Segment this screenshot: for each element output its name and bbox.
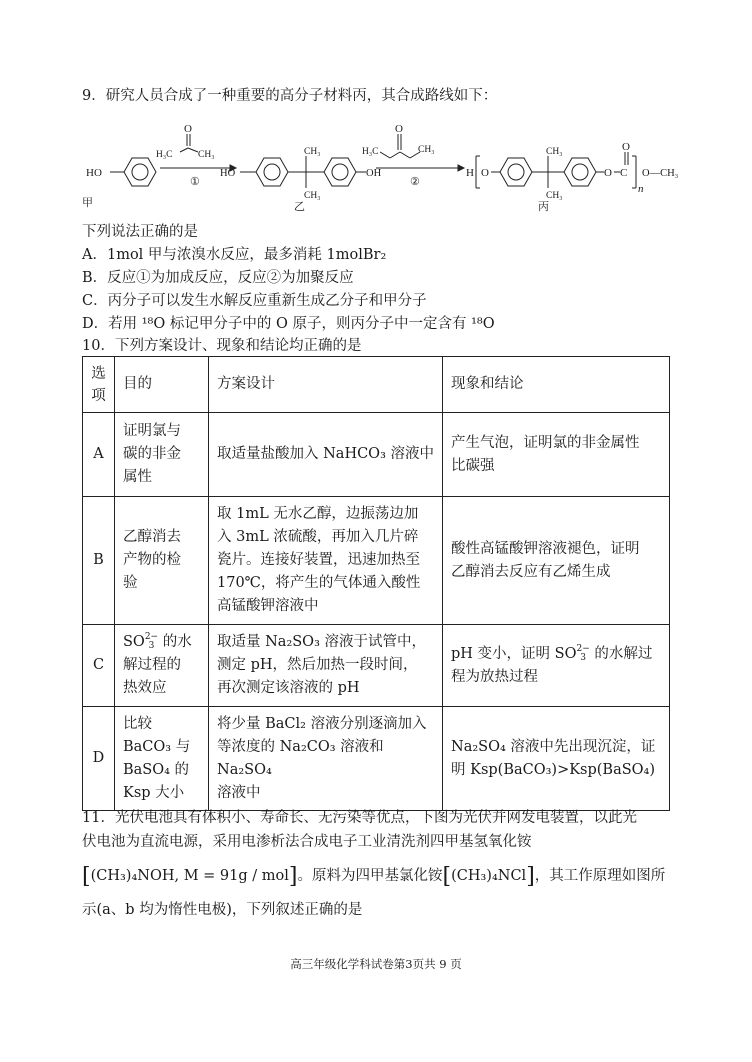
- cell-line: 碳的非金: [123, 446, 181, 462]
- row-b-purpose: [115, 497, 209, 625]
- bing-ch3-bottom: CH₃: [546, 191, 563, 201]
- reagent1-ch3: CH₃: [198, 150, 215, 160]
- step1-label: ①: [190, 176, 200, 188]
- page-footer: 高三年级化学科试卷第3页共 9 页: [290, 957, 462, 971]
- bing-carbonyl-c: C: [620, 167, 628, 179]
- row-c-option: C: [83, 625, 115, 707]
- cell-line: 乙醇消去: [123, 529, 181, 545]
- cell-line: 比较: [123, 715, 152, 732]
- reagent1-o: O: [184, 123, 192, 135]
- cell-line: 等浓度的 Na₂CO₃ 溶液和 Na₂SO₄: [217, 738, 384, 778]
- q9-option-d: D．若用 ¹⁸O 标记甲分子中的 O 原子，则丙分子中一定含有 ¹⁸O: [82, 316, 495, 332]
- q9-option-a: A．1mol 甲与浓溴水反应，最多消耗 1molBr₂: [82, 247, 387, 263]
- q11-tail-text: ，其工作原理如图所: [534, 868, 666, 884]
- yi-ch3-top: CH₃: [304, 147, 321, 157]
- cell-line: 验: [123, 575, 138, 591]
- yi-ch3-bottom: CH₃: [304, 191, 321, 201]
- q9-synthesis-scheme: [80, 112, 680, 212]
- cell-line: 解过程的: [123, 657, 181, 673]
- cell-line: 热效应: [123, 680, 167, 696]
- q10-stem: 10．下列方案设计、现象和结论均正确的是: [82, 338, 362, 354]
- row-b-design: [209, 497, 443, 625]
- reagent1-h3c: H₃C: [156, 150, 173, 160]
- cell-line: Ksp 大小: [123, 784, 185, 801]
- q9-prompt: 下列说法正确的是: [82, 224, 198, 240]
- cell-line: 瓷片。连接好装置，迅速加热至: [217, 552, 420, 568]
- row-b-option: B: [83, 497, 115, 625]
- cell-line: Na₂SO₄ 溶液中先出现沉淀，证: [451, 738, 656, 755]
- table-row: [83, 497, 670, 625]
- formula-tmah: (CH₃)₄NOH, M = 91g / mol: [90, 868, 289, 884]
- bing-h: H: [466, 167, 474, 179]
- q9-option-b: B．反应①为加成反应，反应②为加聚反应: [82, 270, 354, 286]
- cell-line: 产物的检: [123, 552, 181, 568]
- bing-o-right: O: [604, 167, 612, 179]
- cell-line: 取适量 Na₂SO₃ 溶液于试管中，: [217, 634, 426, 650]
- label-yi: 乙: [294, 201, 305, 212]
- cell-line: 程为放热过程: [451, 668, 538, 685]
- cell-line: 再次测定该溶液的 pH: [217, 680, 360, 696]
- row-c-purpose: [115, 625, 209, 707]
- cell-line: 比碳强: [451, 457, 495, 474]
- cell-line: 取适量盐酸加入 NaHCO₃ 溶液中: [217, 446, 434, 462]
- row-d-design: [209, 707, 443, 811]
- cell-line: 属性: [123, 469, 152, 485]
- row-a-purpose: [115, 413, 209, 497]
- cell-line: 入 3mL 浓硫酸，再加入几片碎: [217, 529, 419, 545]
- label-bing: 丙: [538, 201, 549, 212]
- row-c-result: [443, 625, 670, 707]
- jia-ho: HO: [86, 167, 102, 179]
- label-jia: 甲: [82, 197, 93, 209]
- cell-line: 溶液中: [217, 784, 261, 801]
- cell-line: 乙醇消去反应有乙烯生成: [451, 563, 611, 580]
- ion-charge: 2− 3: [144, 632, 159, 651]
- sulfite-ion: SO: [123, 634, 145, 650]
- cell-line: 酸性高锰酸钾溶液褪色，证明: [451, 540, 640, 557]
- table-header-row: [83, 357, 670, 413]
- bing-n: n: [638, 183, 644, 195]
- q11-line-3: [(CH₃)₄NOH, M = 91g / mol]。原料为四甲基氯化铵[(CH₃)₄NCl]，其工作原理如图所: [82, 864, 666, 889]
- row-d-purpose: [115, 707, 209, 811]
- header-option: 选 项: [83, 357, 115, 413]
- reagent2-ch3: CH₃: [418, 145, 435, 155]
- row-a-result: [443, 413, 670, 497]
- row-d-option: D: [83, 707, 115, 811]
- cell-line: pH 变小，证明 SO 2− 3 的水解过: [451, 643, 653, 663]
- table-row: [83, 413, 670, 497]
- yi-oh: OH: [366, 168, 382, 179]
- cell-line: 取 1mL 无水乙醇，边振荡边加: [217, 506, 419, 522]
- reagent2-h3c: H₃C: [362, 147, 379, 157]
- q11-line-4: 示(a、b 均为惰性电极)，下列叙述正确的是: [82, 902, 363, 918]
- bing-och3: O—CH₃: [642, 168, 679, 179]
- bing-o-left: O: [481, 167, 489, 179]
- row-b-result: [443, 497, 670, 625]
- row-d-result: [443, 707, 670, 811]
- cell-line: 测定 pH，然后加热一段时间，: [217, 657, 418, 673]
- cell-line: 产生气泡，证明氯的非金属性: [451, 434, 640, 451]
- q11-line-2: 伏电池为直流电源，采用电渗析法合成电子工业清洗剂四甲基氢氧化铵: [82, 834, 532, 850]
- formula-tmac: (CH₃)₄NCl: [451, 868, 527, 884]
- cell-line: BaSO₄ 的: [123, 761, 190, 778]
- header-result: 现象和结论: [443, 357, 670, 413]
- yi-ho: HO: [220, 168, 236, 179]
- row-c-design: [209, 625, 443, 707]
- q10-table: [82, 356, 670, 811]
- q9-stem: 9．研究人员合成了一种重要的高分子材料丙，其合成路线如下：: [82, 88, 498, 104]
- cell-line: 高锰酸钾溶液中: [217, 598, 319, 614]
- cell-line: 将少量 BaCl₂ 溶液分别逐滴加入: [217, 715, 427, 732]
- cell-line: 证明氯与: [123, 423, 181, 439]
- row-a-design: [209, 413, 443, 497]
- bing-ch3-top: CH₃: [546, 147, 563, 157]
- bing-carbonyl-o: O: [622, 141, 630, 153]
- step2-label: ②: [410, 176, 420, 188]
- cell-line: SO 2− 3 的水: [123, 632, 192, 651]
- table-row: [83, 625, 670, 707]
- reagent2-o: O: [395, 123, 403, 135]
- header-design: 方案设计: [209, 357, 443, 413]
- q9-option-c: C．丙分子可以发生水解反应重新生成乙分子和甲分子: [82, 293, 427, 309]
- row-a-option: A: [83, 413, 115, 497]
- header-purpose: 目的: [115, 357, 209, 413]
- ion-charge: 2− 3: [576, 643, 590, 663]
- cell-line: 170℃，将产生的气体通入酸性: [217, 575, 421, 591]
- q11-mid-text: 。原料为四甲基氯化铵: [297, 868, 443, 884]
- cell-line: BaCO₃ 与: [123, 738, 191, 755]
- table-row: [83, 707, 670, 811]
- q11-line-1: 11．光伏电池具有体积小、寿命长、无污染等优点，下图为光伏并网发电装置，以此光: [82, 810, 637, 826]
- cell-line: 明 Ksp(BaCO₃)>Ksp(BaSO₄): [451, 761, 656, 778]
